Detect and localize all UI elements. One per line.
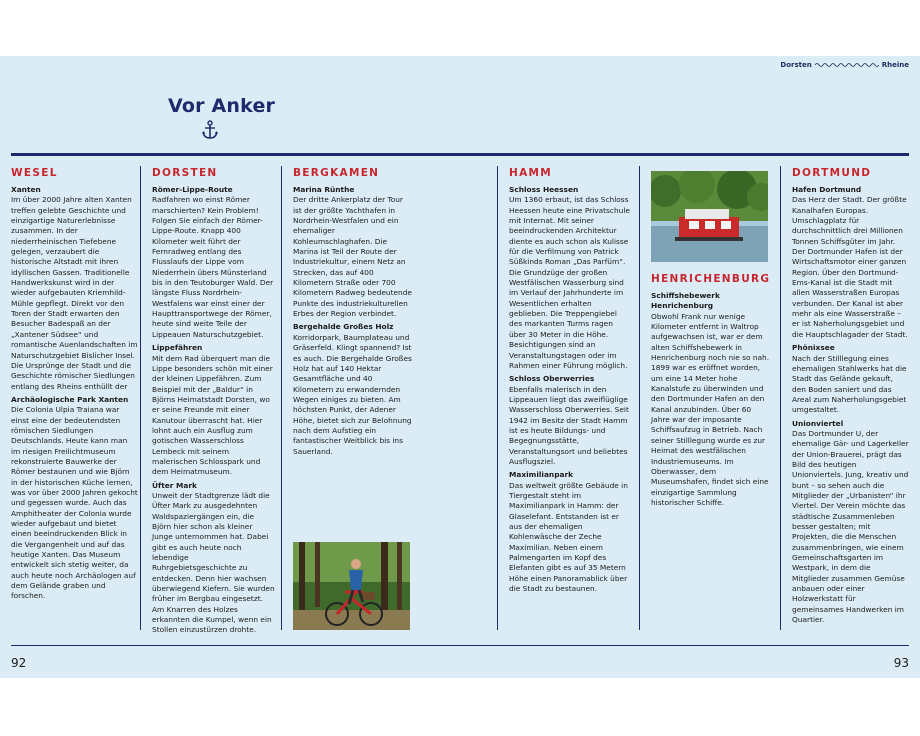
section-text: Ebenfalls malerisch in den Lippeauen liegt das zweiflüglige Wasserschloss Oberwerries. Seit 1942 im Besitz der Stadt Hamm ist es heute Bildungs- und Begegnungsstätte, Veranstaltungsort und beliebtes Ausflugsziel. <box>509 384 629 466</box>
section-heading: Marina Rünthe <box>293 185 355 194</box>
section-text: Die Colonia Ulpia Traiana war einst eine der bedeutendsten römischen Siedlungen Deutschlands. Heute kann man im riesigen Freilichtmuseum rekonstruierte Bauwerke der Römer bestaunen und wie Björn in der historischen Küche lernen, was vor über 2000 Jahren gekocht und gegessen wurde. Auch das Amphitheater der Colonia wurde wieder aufgebaut und bietet einen beeindruckenden Blick in die Vergangenheit und auf das heutige Xanten. Das Museum entwickelt sich stetig weiter, da auch heute noch Archäologen auf dem Gelände graben und forschen. <box>11 405 138 601</box>
page-number-right: 93 <box>893 656 909 670</box>
column-divider <box>140 166 141 630</box>
city-heading: WESEL <box>11 167 58 179</box>
section-heading: Unionviertel <box>792 418 844 428</box>
column-bergkamen <box>293 167 413 457</box>
section-title: Vor Anker <box>168 95 276 117</box>
section-heading: Schiffshebewerk Henrichenburg <box>651 291 720 311</box>
section-text: Radfahren wo einst Römer marschierten? Kein Problem! Folgen Sie einfach der Römer-Lippe-Route. Knapp 400 Kilometer weit führt der Fernradweg entlang des Flusslaufs der Lippe vom Niederrhein übers Münsterland bis in den Teutoburger Wald. Der längste Fluss Nordrhein-Westfalens war einst einer der Haupttransportwege der Römer, heute sind weite Teile der Lippeauen Naturschutzgebiet. <box>152 195 274 339</box>
column-wesel <box>11 167 138 602</box>
city-heading: DORTMUND <box>792 167 872 179</box>
city-heading: BERGKAMEN <box>293 167 380 179</box>
section-heading: Römer-Lippe-Route <box>152 185 233 194</box>
section-text: Obwohl Frank nur wenige Kilometer entfernt in Waltrop aufgewachsen ist, war er dem alten Schiffshebewerk in Henrichenburg noch nie so nah. 1899 war es eröffnet worden, um eine 14 Meter hohe Kanalstufe zu überwinden und den Dortmunder Hafen an den Kanal anzubinden. Über 60 Jahre war der imposante Schiffsaufzug in Betrieb. Nach seiner Stilllegung wurde es zur Heimat des westfälischen Industriemuseums. Im Oberwasser, dem Museumshafen, findet sich eine einzigartige Sammlung historischer Schiffe. <box>651 311 770 507</box>
wave-icon <box>815 62 879 68</box>
section-heading: Phönixsee <box>792 343 835 353</box>
page-number-left: 92 <box>11 656 27 670</box>
column-divider <box>281 166 282 630</box>
route-from: Dorsten <box>780 61 812 69</box>
section-heading: Üfter Mark <box>152 480 197 490</box>
section-heading: Archäologische Park Xanten <box>11 394 129 404</box>
route-indicator <box>780 61 909 69</box>
section-text: Der dritte Ankerplatz der Tour ist der größte Yachthafen in Nordrhein-Westfalen und ein ehemaliger Kohleumschlaghafen. Die Marina ist Teil der Route der Industriekultur, einem Netz an Strecken, das auf 400 Kilometern Straße oder 700 Kilometern Radweg bedeutende Punkte des industriekulturellen Erbes der Region verbindet. <box>293 195 412 319</box>
section-heading: Maximilianpark <box>509 470 574 480</box>
section-heading: Xanten <box>11 185 41 194</box>
section-text: Mit dem Rad überquert man die Lippe besonders schön mit einer der kleinen Lippefähren. Zum Beispiel mit der „Baldur“ in Björns Heimatstadt Dorsten, wo er seine Freunde mit einer Kanutour überrascht hat. Hier lohnt auch ein Ausflug zum gotischen Wasserschloss Lembeck mit seinem malerischen Schlosspark und dem Heimatmuseum. <box>152 353 273 477</box>
magazine-spread <box>0 56 920 678</box>
route-to: Rheine <box>881 61 909 69</box>
section-text: Im über 2000 Jahre alten Xanten treffen gelebte Geschichte und einzigartige Naturerlebnisse zusammen. In der niederrheinischen Tiefebene gelegen, verzaubert die historische Altstadt mit ihren idyllischen Gassen. Traditionelle Handwerkskunst wird in der wieder aufgebauten Kriemhild-Mühle gepflegt. Direkt vor den Toren der Stadt erwarten den Besucher Badespaß an der „Xantener Südsee“ und romantische Auenlandschaften im Naturschutzgebiet Bislicher Insel. Die Ursprünge der Stadt und die Geschichte römischer Siedlungen entlang des Rheins enthüllt der <box>11 195 138 391</box>
column-dorsten <box>152 167 275 636</box>
section-heading: Schloss Heessen <box>509 185 579 194</box>
section-text: Korridorpark, Baumplateau und Gräserfeld. Klingt spannend? Ist es auch. Die Bergehalde Großes Holz hat auf 140 Hektar Gesamtfläche und 40 Kilometern zu erwandernden Wegen einiges zu bieten. Am höchsten Punkt, der Adener Höhe, bietet sich zur Belohnung nach dem Aufstieg ein fantastischer Weitblick bis ins Sauerland. <box>293 332 412 456</box>
houseboat-photo <box>651 171 768 262</box>
section-heading: Bergehalde Großes Holz <box>293 322 394 332</box>
header-rule <box>11 153 909 156</box>
cyclist-photo <box>293 542 410 630</box>
section-text: Um 1360 erbaut, ist das Schloss Heessen heute eine Privatschule mit Internat. Mit seiner beeindruckenden Architektur diente es auch schon als Kulisse für die Verfilmung von Patrick Süßkinds Roman „Das Parfüm“. Die Grundzüge der großen Westfälischen Wasserburg sind im Verlauf der Jahrhunderte im Wesentlichen erhalten geblieben. Die Treppengiebel des markanten Turms ragen über 30 Meter in die Höhe. Besichtigungen sind an Veranstaltungstagen oder im Rahmen einer Führung möglich. <box>509 195 630 370</box>
section-heading: Schloss Oberwerries <box>509 374 595 384</box>
section-heading: Lippefähren <box>152 343 203 353</box>
column-divider <box>639 166 640 630</box>
section-text: Nach der Stilllegung eines ehemaligen Stahlwerks hat die Stadt das Gelände gekauft, den Boden saniert und das Areal zum Naherholungsgebiet umgestaltet. <box>792 353 907 415</box>
column-hamm <box>509 167 631 594</box>
section-text: Das weltweit größte Gebäude in Tiergestalt steht im Maximilianpark in Hamm: der Glaselefant. Entstanden ist er aus der ehemaligen Kohlenwäsche der Zeche Maximilian. Neben einem Palmengarten im Kopf des Elefanten gibt es auf 35 Metern Höhe einen Panoramablick über die Stadt zu bestaunen. <box>509 480 628 594</box>
section-text: Unweit der Stadtgrenze lädt die Üfter Mark zu ausgedehnten Waldspaziergängen ein, die Björn hier schon als kleiner Junge unternommen hat. Dabei gibt es auch heute noch lebendige Ruhrgebietsgeschichte zu entdecken. Denn hier wachsen überwiegend Kiefern. Sie wurden früher im Bergbau eingesetzt. Am Knarren des Holzes erkannten die Kumpel, wenn ein Stollen einzustürzen drohte. <box>152 490 275 635</box>
column-divider <box>497 166 498 630</box>
section-text: Das Dortmunder U, der ehemalige Gär- und Lagerkeller der Union-Brauerei, prägt das Bild des heutigen Unionviertels. Jung, kreativ und bunt – so sehen auch die Mitglieder der „Urbanisten“ ihr Viertel. Der Verein möchte das städtische Zusammenleben besser gestalten; mit Projekten, die die Menschen zusammenbringen, wie einem Gemeinschaftsgarten im Westpark, in dem die Mitglieder zusammen Gemüse anbauen oder einer Holzwerkstatt für gemeinsames Handwerken im Quartier. <box>792 428 909 625</box>
column-henrichenburg <box>651 273 771 508</box>
section-text: Das Herz der Stadt. Der größte Kanalhafen Europas. Umschlagplatz für durchschnittlich drei Millionen Tonnen Schiffsgüter im Jahr. Der Dortmunder Hafen ist der Wirtschaftsmotor einer ganzen Region. Über den Dortmund-Ems-Kanal ist die Stadt mit allen Wasserstraßen Europas verbunden. Der Kanal ist aber mehr als eine Wasserstraße – er ist Naherholungsgebiet und die Hauptschlagader der Stadt. <box>792 195 908 339</box>
column-dortmund <box>792 167 909 625</box>
section-heading: Hafen Dortmund <box>792 185 862 194</box>
city-heading: DORSTEN <box>152 167 218 179</box>
city-heading: HAMM <box>509 167 553 179</box>
city-heading: HENRICHENBURG <box>651 273 771 285</box>
footer-rule <box>11 645 909 646</box>
column-divider <box>780 166 781 630</box>
anchor-icon <box>201 120 219 140</box>
